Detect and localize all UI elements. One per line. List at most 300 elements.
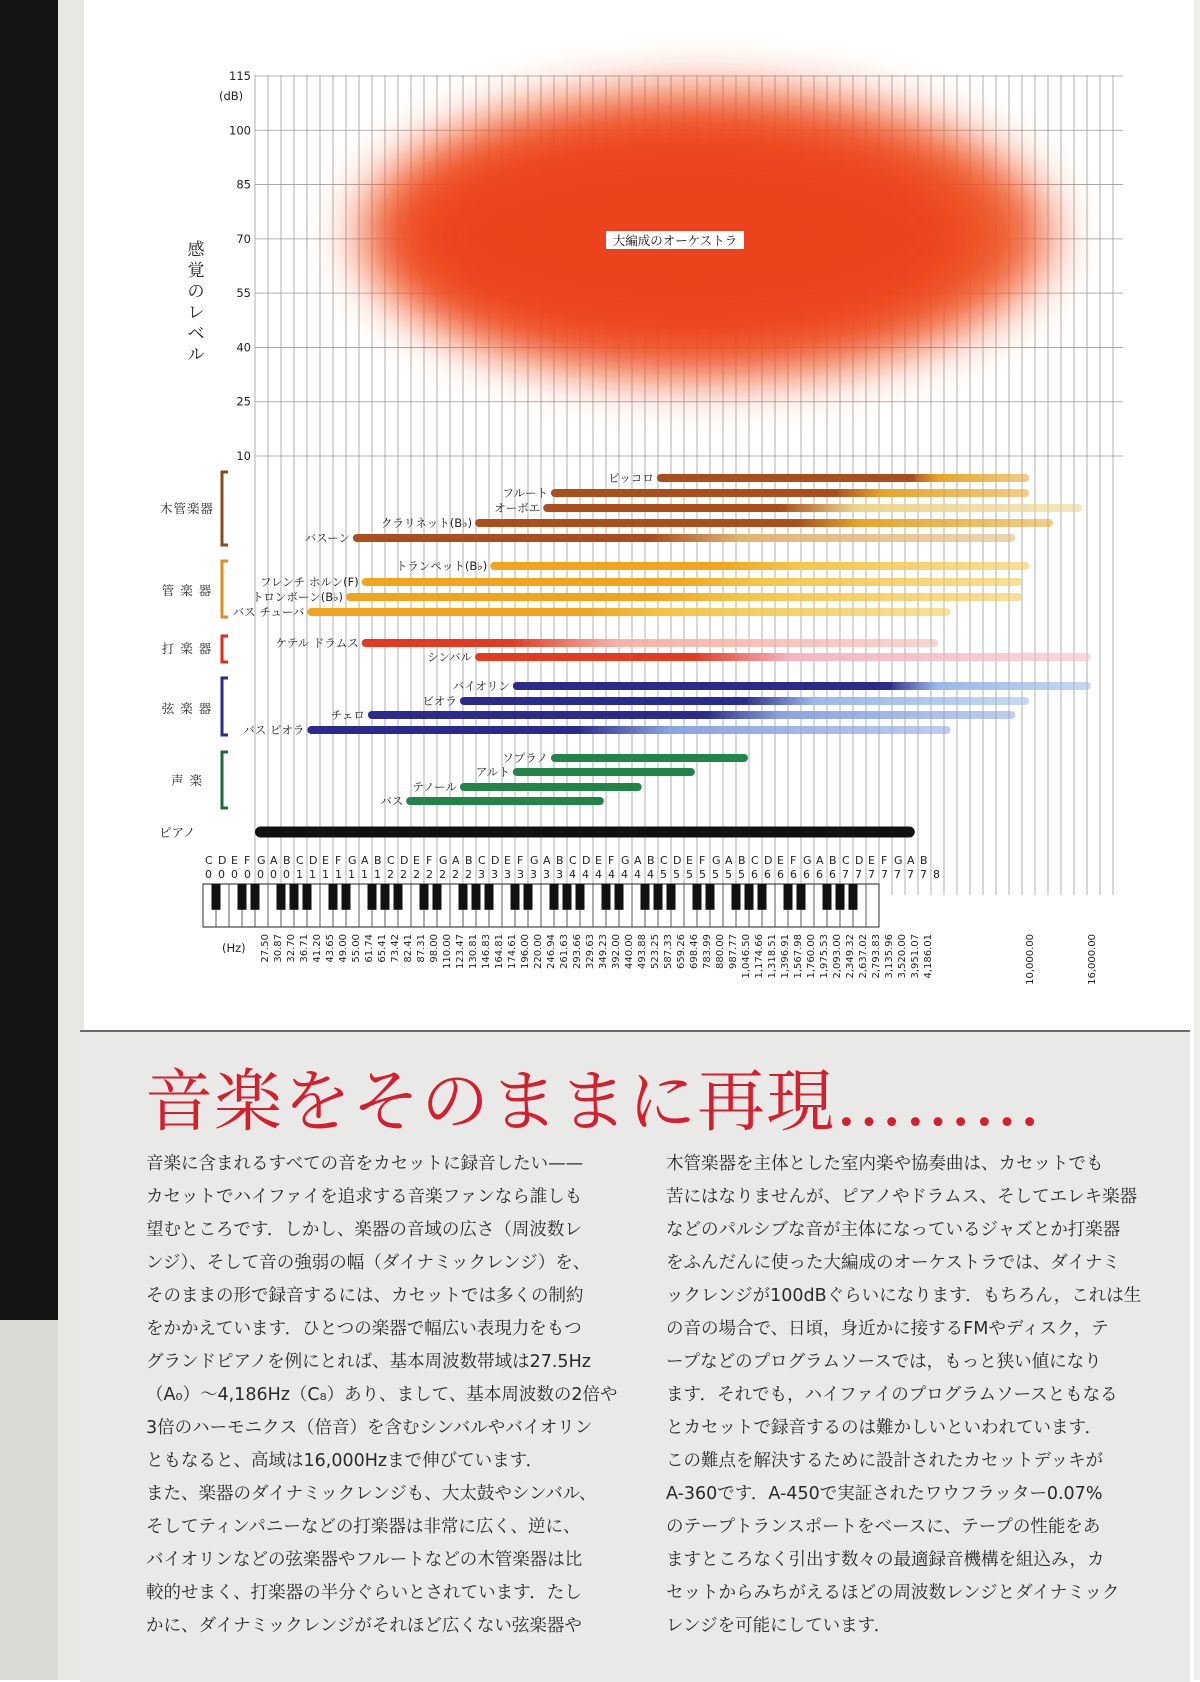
instrument-label: バイオリン [452,679,510,693]
frequency-label: 43.65 [325,934,336,963]
note-letter: B [374,854,382,867]
note-octave: 6 [777,868,784,881]
note-letter: G [712,854,721,867]
note-letter: D [218,854,227,867]
article-line: ンジ）、そして音の強弱の幅（ダイナミックレンジ）を、 [146,1253,591,1273]
note-octave: 5 [738,868,745,881]
frequency-label: 261.63 [559,934,570,969]
note-letter: C [387,854,395,867]
harmonic-range-bar [509,639,938,647]
note-letter: E [322,854,329,867]
note-octave: 4 [608,868,615,881]
harmonic-range-bar [674,578,1023,586]
fundamental-range-bar [406,797,604,805]
y-tick-label: 10 [236,449,251,463]
frequency-label: 1,174.66 [754,934,765,979]
note-octave: 0 [205,868,212,881]
fundamental-range-bar [307,726,581,734]
note-letter: E [504,854,511,867]
note-octave: 0 [218,868,225,881]
frequency-label: 1,567.98 [793,934,804,979]
fundamental-range-bar [307,608,588,616]
fundamental-range-bar [543,504,786,512]
instrument-label: ピッコロ [608,471,654,485]
frequency-label: 2,349.32 [845,934,856,979]
frequency-label: 2,093.00 [832,934,843,979]
instrument-label: シンバル [427,650,473,664]
y-axis-label-char: 感 [187,240,205,260]
note-letter: C [660,854,668,867]
article-line: などのパルシブな音が主体になっているジャズとか打楽器 [666,1220,1121,1240]
y-axis-label-char: レ [187,303,205,323]
frequency-label: 82.41 [403,934,414,963]
harmonic-range-bar [583,608,951,616]
black-key [693,884,702,910]
article-line: 望むところです．しかし、楽器の音域の広さ（周波数レ [146,1220,582,1240]
article-line: 音楽に含まれるすべての音をカセットに録音したい—— [146,1154,584,1174]
note-letter: F [335,854,342,867]
y-axis-label-char: 覚 [187,261,205,281]
frequency-label: 493.88 [637,934,648,969]
note-octave: 3 [530,868,537,881]
harmonic-range-bar [704,711,1015,719]
note-octave: 4 [621,868,628,881]
frequency-label: 123.47 [455,934,466,969]
frequency-label: 783.99 [702,934,713,969]
note-letter: C [569,854,577,867]
article-line: カセットでハイファイを追求する音楽ファンなら誰しも [146,1187,583,1207]
black-key [329,884,338,910]
frequency-label: 98.00 [429,934,440,963]
harmonic-range-bar [780,504,1082,512]
group-bracket [222,678,228,735]
note-octave: 1 [361,868,368,881]
black-key [823,884,832,910]
black-key [563,884,572,910]
fundamental-range-bar [513,682,892,690]
note-octave: 7 [855,868,862,881]
group-label: 木管楽器 [159,501,215,516]
note-letter: G [439,854,448,867]
fundamental-range-bar [490,562,725,570]
frequency-label: 41.20 [312,934,323,963]
note-letter: C [205,854,213,867]
frequency-label: 55.00 [351,934,362,963]
note-octave: 4 [647,868,654,881]
black-key [485,884,494,910]
note-octave: 6 [816,868,823,881]
note-letter: G [803,854,812,867]
instrument-label: テノール [412,780,457,794]
frequency-label: 3,135.96 [884,934,895,979]
fundamental-range-bar [460,783,642,791]
instrument-groups [159,472,228,840]
note-letter: D [855,854,864,867]
note-octave: 7 [868,868,875,881]
y-tick-label: 115 [229,69,251,83]
black-key [212,884,221,910]
note-octave: 4 [634,868,641,881]
harmonic-range-bar [651,534,1015,542]
instrument-label: ケテル ドラムス [275,636,359,650]
note-octave: 3 [543,868,550,881]
note-octave: 3 [491,868,498,881]
fundamental-range-bar [475,519,801,527]
black-key [238,884,247,910]
note-letter: B [920,854,928,867]
group-label: 弦 楽 器 [161,701,213,716]
note-letter: G [348,854,357,867]
black-key [420,884,429,910]
note-letter: B [283,854,291,867]
article-line: レンジを可能にしています． [666,1616,892,1636]
article-line: かに、ダイナミックレンジがそれほど広くない弦楽器や [146,1616,582,1636]
instrument-label: チェロ [330,708,365,722]
note-letter: G [621,854,630,867]
note-octave: 0 [270,868,277,881]
y-axis-label-char: ル [187,345,205,365]
note-octave: 4 [595,868,602,881]
frequency-label: 392.00 [611,934,622,969]
instrument-label: アルト [475,765,510,779]
fundamental-range-bar [460,697,748,705]
note-octave: 1 [374,868,381,881]
frequency-label: 49.00 [338,934,349,963]
black-key [654,884,663,910]
instrument-label: バスーン [304,531,350,545]
note-octave: 5 [686,868,693,881]
frequency-label: 4,186.01 [923,934,934,979]
article-line: ますところなく引出す数々の最適録音機構を組込み，カ [666,1550,1105,1570]
instrument-label: フレンチ ホルン(F) [260,575,359,589]
black-key [472,884,481,910]
fundamental-range-bar [475,653,697,661]
black-key [290,884,299,910]
frequency-label: 440.00 [624,934,635,969]
black-key [667,884,676,910]
note-octave: 7 [881,868,888,881]
frequency-label: 3,951.07 [910,934,921,979]
fundamental-range-bar [657,474,915,482]
black-key [849,884,858,910]
piano-keyboard [203,884,879,927]
x-unit-label: (Hz) [222,941,246,955]
note-octave: 3 [517,868,524,881]
article-line: ープなどのプログラムソースでは，もっと狭い値になり [666,1352,1102,1372]
note-octave: 5 [699,868,706,881]
note-octave: 3 [478,868,485,881]
note-octave: 1 [322,868,329,881]
note-letter: E [868,854,875,867]
note-letter: E [231,854,238,867]
note-letter: E [777,854,784,867]
binder-strip-lower [0,1320,58,1680]
black-key [342,884,351,910]
note-letter: A [816,854,824,867]
article-left-column [146,1148,617,1643]
frequency-label: 587.33 [663,934,674,969]
fundamental-range-bar [353,534,657,542]
frequency-label: 174.61 [507,934,518,969]
note-octave: 2 [465,868,472,881]
note-letter: G [894,854,903,867]
note-octave: 0 [244,868,251,881]
black-key [745,884,754,910]
instrument-label: ソプラノ [502,751,548,765]
note-octave: 6 [751,868,758,881]
note-octave: 5 [673,868,680,881]
note-octave: 8 [933,868,940,881]
article-line: ます．それでも，ハイファイのプログラムソースともなる [666,1385,1118,1405]
note-octave: 6 [803,868,810,881]
note-letter: A [725,854,733,867]
instrument-label: バス チューバ [232,605,305,619]
instrument-label: バス ビオラ [243,723,305,737]
frequency-label: 1,046.50 [741,934,752,979]
frequency-label: 30.87 [273,934,284,963]
article-line: セットからみちがえるほどの周波数レンジとダイナミック [666,1583,1120,1603]
frequency-label: 3,520.00 [897,934,908,979]
fundamental-range-bar [346,593,657,601]
article-line: また、楽器のダイナミックレンジも、大太鼓やシンバル、 [146,1484,597,1504]
article-line: 木管楽器を主体とした室内楽や協奏曲は、カセットでも [666,1154,1104,1174]
note-octave: 4 [569,868,576,881]
note-octave: 6 [829,868,836,881]
note-octave: 5 [725,868,732,881]
instrument-label: トランペット(B♭) [395,559,488,573]
frequency-label: 87.31 [416,934,427,963]
note-letter: B [465,854,473,867]
note-letter: E [686,854,693,867]
article-line: をふんだんに使った大編成のオーケストラでは、ダイナミ [666,1253,1120,1273]
headline: 音楽をそのままに再現……… [145,1063,1043,1142]
harmonic-range-bar [742,697,1029,705]
note-octave: 5 [712,868,719,881]
note-octave: 1 [309,868,316,881]
frequency-label: 880.00 [715,934,726,969]
article-line: そのままの形で録音するには、カセットでは多くの制約 [146,1286,584,1306]
frequency-label: 220.00 [533,934,544,969]
harmonic-range-bar [719,562,1029,570]
note-letter: A [907,854,915,867]
black-key [368,884,377,910]
note-letter: A [543,854,551,867]
frequency-label: 130.81 [468,934,479,969]
y-tick-label: 85 [236,177,251,192]
black-key [602,884,611,910]
group-bracket [222,636,228,662]
note-octave: 1 [348,868,355,881]
black-key [732,884,741,910]
black-key [381,884,390,910]
note-octave: 2 [439,868,446,881]
fundamental-range-bar [551,754,748,762]
fundamental-range-bar [255,827,915,838]
note-letter: G [530,854,539,867]
instrument-label: フルート [502,486,548,500]
frequency-label: 698.46 [689,934,700,969]
note-letter: B [829,854,837,867]
note-octave: 3 [556,868,563,881]
note-letter: F [881,854,888,867]
frequency-label: 1,975.53 [819,934,830,979]
note-letter: E [413,854,420,867]
instrument-label: オーボエ [494,501,541,515]
frequency-label: 659.26 [676,934,687,969]
note-octave: 1 [296,868,303,881]
black-key [576,884,585,910]
harmonic-range-bar [651,593,1023,601]
article-line: そしてティンパニーなどの打楽器は非常に広く、逆に、 [146,1517,581,1537]
harmonic-range-bar [691,653,1090,661]
article-line: （A₀）〜4,186Hz（C₈）あり、まして、基本周波数の2倍や [146,1385,618,1405]
frequency-label: 329.63 [585,934,596,969]
note-letter: F [608,854,615,867]
black-key [251,884,260,910]
frequency-label: 1,318.51 [767,934,778,979]
black-key [758,884,767,910]
article-line: とカセットで録音するのは難かしいといわれています． [666,1418,1103,1438]
y-tick-label: 70 [236,231,251,246]
note-octave: 0 [283,868,290,881]
note-letter: A [270,854,278,867]
frequency-label: 32.70 [286,934,297,963]
note-octave: 7 [920,868,927,881]
fundamental-range-bar [362,639,516,647]
article-line: 較的せまく、打楽器の半分ぐらいとされています．たし [146,1583,582,1603]
article-line: をかかえています．ひとつの楽器で幅広い表現力をもつ [146,1319,582,1339]
black-key [836,884,845,910]
instrument-label: クラリネット(B♭) [381,516,473,530]
black-key [303,884,312,910]
frequency-label: 16,000.00 [1086,934,1098,985]
group-label: 声 楽 [171,773,203,788]
instrument-label: トロンボーン(B♭) [251,590,343,604]
note-letter: A [361,854,369,867]
note-letter: D [491,854,500,867]
harmonic-range-bar [909,474,1029,482]
frequency-label: 110.00 [442,934,453,969]
black-key [641,884,650,910]
harmonic-range-bar [795,519,1053,527]
article-line: のテープトランスポートをベースに、テープの性能をあ [666,1517,1101,1537]
note-octave: 7 [842,868,849,881]
frequency-label: 65.41 [377,934,388,963]
note-letter: B [647,854,655,867]
frequency-label: 196.00 [520,934,531,969]
y-tick-label: 55 [236,286,251,301]
group-label: ピアノ [159,825,196,840]
frequency-label: 987.77 [728,934,739,969]
fundamental-range-bar [551,489,839,497]
y-axis-label-char: ベ [187,324,205,344]
y-tick-label: 40 [236,340,251,355]
article-line: この難点を解決するために設計されたカセットデッキが [666,1451,1104,1471]
note-octave: 0 [231,868,238,881]
orchestra-label: 大編成のオーケストラ [612,233,738,248]
black-key [706,884,715,910]
fundamental-range-bar [368,711,710,719]
note-octave: 6 [764,868,771,881]
instrument-label: ビオラ [422,694,457,708]
black-key [550,884,559,910]
note-letter: B [738,854,746,867]
frequency-label: 73.42 [390,934,401,963]
black-key [277,884,286,910]
harmonic-range-bar [833,489,1029,497]
frequency-label: 246.94 [546,934,557,969]
note-labels [205,854,940,881]
note-octave: 5 [660,868,667,881]
frequency-label: 349.23 [598,934,609,969]
note-octave: 2 [387,868,394,881]
black-key [784,884,793,910]
note-letter: E [595,854,602,867]
note-letter: F [517,854,524,867]
y-axis-label-char: の [187,282,205,302]
frequency-label: 27.50 [260,934,271,963]
article-line: の音の場合で、日頃，身近かに接するFMやディスク，テ [666,1319,1109,1339]
note-letter: C [296,854,304,867]
note-octave: 0 [257,868,264,881]
frequency-label: 146.83 [481,934,492,969]
note-octave: 7 [894,868,901,881]
note-letter: C [751,854,759,867]
harmonic-range-bar [886,682,1091,690]
orchestra-range [360,92,1050,376]
note-letter: D [582,854,591,867]
frequency-label: 2,793.83 [871,934,882,979]
note-octave: 4 [582,868,589,881]
black-key [394,884,403,910]
note-octave: 2 [452,868,459,881]
article-right-column [666,1148,1141,1643]
group-bracket [222,561,228,617]
article-line: 3倍のハーモニクス（倍音）を含むシンバルやバイオリン [146,1418,593,1438]
fundamental-range-bar [362,578,680,586]
note-octave: 2 [400,868,407,881]
note-letter: D [400,854,409,867]
article-line: ックレンジが100dBぐらいになります．もちろん，これは生 [666,1286,1142,1306]
note-octave: 6 [790,868,797,881]
y-tick-label: 25 [236,394,251,409]
note-octave: 3 [504,868,511,881]
group-bracket [222,752,228,808]
note-letter: C [842,854,850,867]
black-key [459,884,468,910]
frequency-label: 164.81 [494,934,505,969]
fundamental-range-bar [513,768,695,776]
frequency-label: 1,396.91 [780,934,791,979]
black-key [797,884,806,910]
black-key [524,884,533,910]
frequency-label: 2,637.02 [858,934,869,979]
note-letter: D [764,854,773,867]
y-axis [188,69,252,463]
article-line: 苦にはなりませんが、ピアノやドラムス、そしてエレキ楽器 [666,1187,1138,1207]
y-unit-label: (dB) [219,89,244,103]
harmonic-range-bar [575,726,950,734]
note-octave: 7 [907,868,914,881]
group-bracket [222,472,228,545]
frequency-label: 10,000.00 [1025,934,1037,985]
article-line: A-360です．A-450で実証されたワウフラッター0.07% [666,1484,1103,1504]
article-line: ともなると、高域は16,000Hzまで伸びています． [146,1451,544,1471]
note-letter: G [257,854,266,867]
article-line: グランドピアノを例にとれば、基本周波数帯域は27.5Hz [146,1352,591,1372]
note-letter: D [309,854,318,867]
black-key [615,884,624,910]
